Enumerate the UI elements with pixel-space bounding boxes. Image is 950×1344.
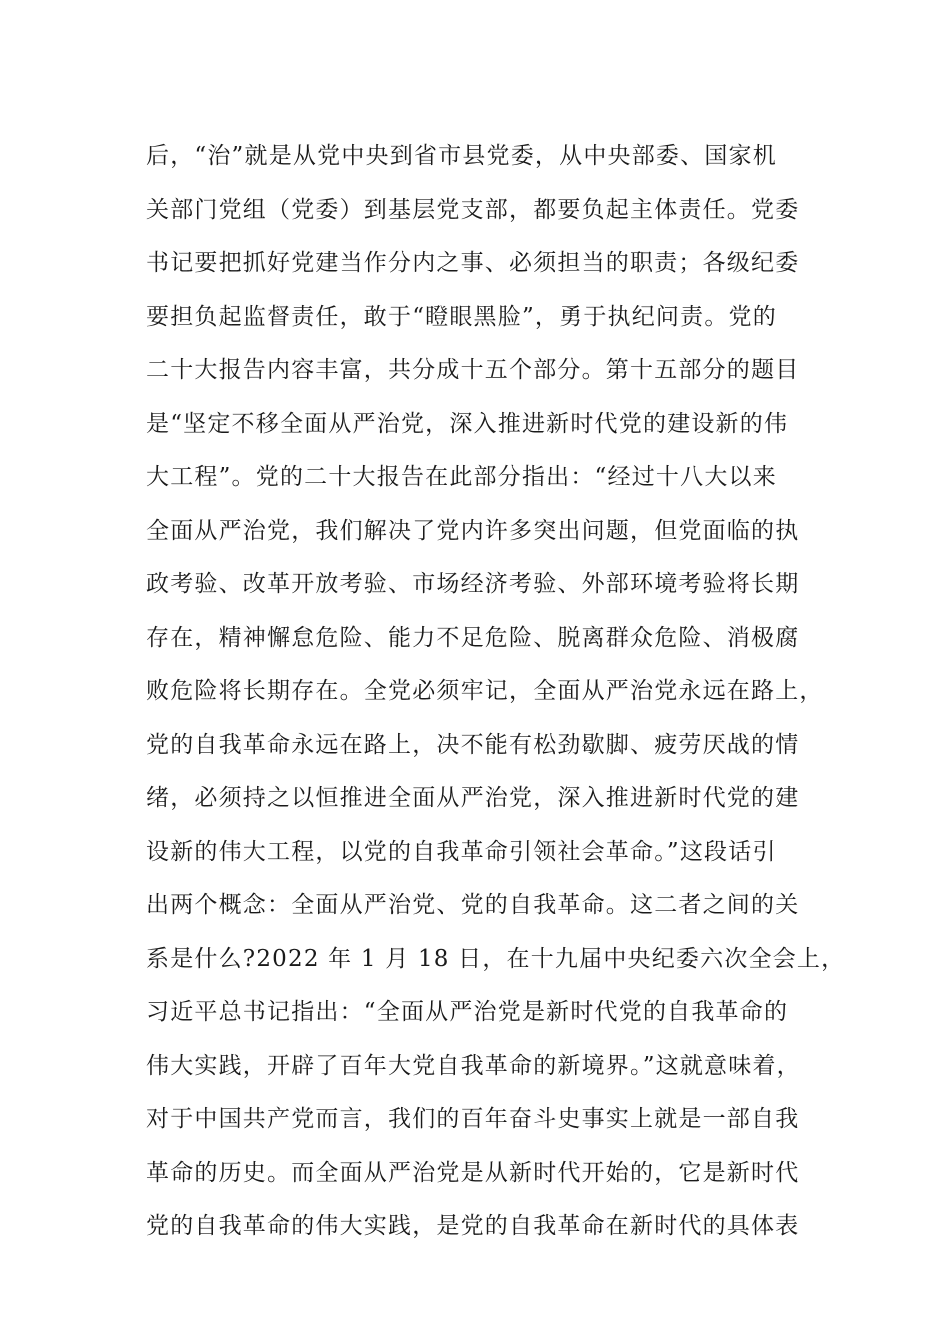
text-line-1: 后，“治”就是从党中央到省市县党委，从中央部委、国家机 (146, 143, 777, 169)
text-line-10: 存在，精神懈怠危险、能力不足危险、脱离群众危险、消极腐 (146, 624, 800, 651)
text-line-5: 二十大报告内容丰富，共分成十五个部分。第十五部分的题目 (146, 357, 800, 383)
text-line-19: 对于中国共产党而言，我们的百年奋斗史事实上就是一部自我 (146, 1106, 800, 1132)
text-line-18: 伟大实践，开辟了百年大党自我革命的新境界。”这就意味着， (146, 1052, 801, 1079)
text-line-3: 书记要把抓好党建当作分内之事、必须担当的职责；各级纪委 (146, 250, 800, 276)
text-line-8: 全面从严治党，我们解决了党内许多突出问题，但党面临的执 (146, 517, 800, 544)
text-line-6: 是“坚定不移全面从严治党，深入推进新时代党的建设新的伟 (146, 410, 789, 437)
text-line-17: 习近平总书记指出：“全面从严治党是新时代党的自我革命的 (146, 999, 789, 1025)
text-line-11: 败危险将长期存在。全党必须牢记，全面从严治党永远在路上， (146, 678, 824, 704)
text-line-2: 关部门党组（党委）到基层党支部，都要负起主体责任。党委 (146, 196, 800, 223)
text-line-4: 要担负起监督责任，敢于“瞪眼黑脸”，勇于执纪问责。党的 (146, 303, 777, 330)
text-line-9: 政考验、改革开放考验、市场经济考验、外部环境考验将长期 (146, 571, 800, 597)
text-line-13: 绪，必须持之以恒推进全面从严治党，深入推进新时代党的建 (146, 785, 800, 811)
text-line-14: 设新的伟大工程，以党的自我革命引领社会革命。”这段话引 (146, 838, 777, 865)
text-line-7: 大工程”。党的二十大报告在此部分指出：“经过十八大以来 (146, 464, 777, 490)
text-line-20: 革命的历史。而全面从严治党是从新时代开始的，它是新时代 (146, 1159, 800, 1186)
text-line-16: 系是什么?2022 年 1 月 18 日，在十九届中央纪委六次全会上， (146, 945, 846, 972)
text-line-12: 党的自我革命永远在路上，决不能有松劲歇脚、疲劳厌战的情 (146, 731, 800, 758)
body-paragraph (146, 130, 846, 1254)
text-line-21: 党的自我革命的伟大实践，是党的自我革命在新时代的具体表 (146, 1213, 800, 1239)
text-line-15: 出两个概念：全面从严治党、党的自我革命。这二者之间的关 (146, 892, 800, 918)
